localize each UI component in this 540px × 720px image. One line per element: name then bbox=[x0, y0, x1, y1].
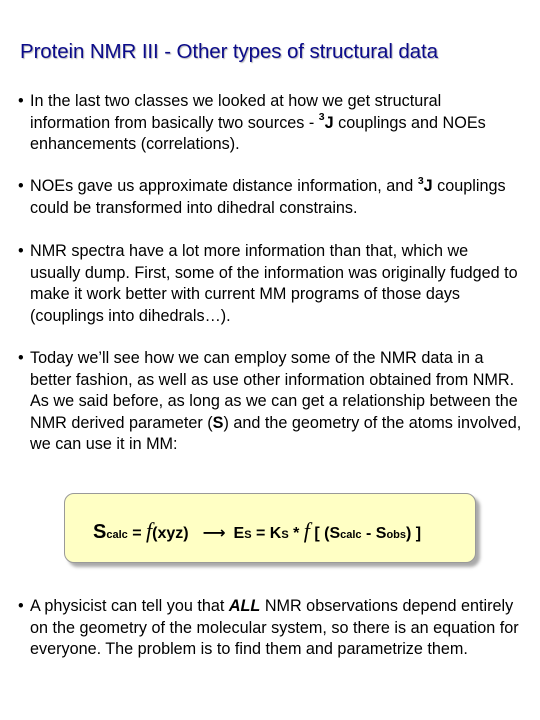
equation: S calc = f (xyz) ⟶ E S = K S * f [ (S calc - S obs ) ] bbox=[93, 518, 422, 543]
slide-title: Protein NMR III - Other types of structural data bbox=[20, 40, 438, 63]
bullet-two-sources bbox=[18, 91, 523, 156]
eq-energy: E bbox=[233, 525, 245, 542]
bullet-marker: • bbox=[18, 177, 24, 195]
bullet-marker: • bbox=[18, 349, 24, 367]
bullet-marker: • bbox=[18, 92, 24, 110]
bullet-text: NOEs gave us approximate distance information, and bbox=[30, 177, 418, 195]
eq-function: f bbox=[303, 518, 310, 543]
bullet-text: couplings and NOEs enhancements (correlations). bbox=[30, 113, 486, 153]
coupling-symbol: J bbox=[324, 113, 334, 132]
eq-minus: - S bbox=[361, 525, 387, 542]
eq-close: ) ] bbox=[406, 525, 422, 542]
superscript: 3 bbox=[417, 174, 424, 187]
arrow-icon: ⟶ bbox=[202, 525, 226, 542]
bullet-marker: • bbox=[18, 597, 24, 615]
eq-s: S bbox=[93, 521, 107, 543]
emphasis-all: ALL bbox=[228, 597, 261, 615]
bullet-nmr-spectra bbox=[18, 241, 523, 327]
coupling-symbol: J bbox=[423, 177, 433, 195]
parameter-symbol: S bbox=[212, 413, 224, 432]
eq-times: * bbox=[288, 525, 304, 542]
bullet-text: Today we’ll see how we can employ some of the NMR data in a better fashion, as well as use other information obtained from NMR. As we said before, as long as we can get a relationship between the NMR derived parameter ( bbox=[30, 349, 518, 432]
eq-equals: = bbox=[127, 525, 146, 542]
bullet-text: NMR observations depend entirely on the geometry of the molecular system, so there is an equation for everyone. The problem is to find them and parametrize them. bbox=[30, 597, 519, 658]
bullet-today bbox=[18, 348, 523, 456]
eq-function: f bbox=[146, 518, 153, 543]
bullet-text: NMR spectra have a lot more information than that, which we usually dump. First, some of the information was originally fudged to make it work better with current MM programs of those days (couplings into dihedrals…). bbox=[30, 242, 518, 325]
bullet-text: A physicist can tell you that bbox=[30, 597, 229, 615]
bullet-marker: • bbox=[18, 242, 24, 260]
eq-force-constant: = K bbox=[251, 525, 282, 542]
bullet-text: In the last two classes we looked at how we get structural information from basically two sources - bbox=[30, 92, 442, 132]
bullet-text: ) and the geometry of the atoms involved, we can use it in MM: bbox=[30, 413, 522, 453]
bullet-noes bbox=[18, 176, 523, 219]
superscript: 3 bbox=[318, 111, 325, 124]
bullet-physicist bbox=[18, 596, 523, 661]
eq-open: [ (S bbox=[309, 525, 341, 542]
bullet-text: couplings could be transformed into dihedral constrains. bbox=[30, 177, 506, 217]
eq-xyz: (xyz) bbox=[152, 525, 189, 542]
